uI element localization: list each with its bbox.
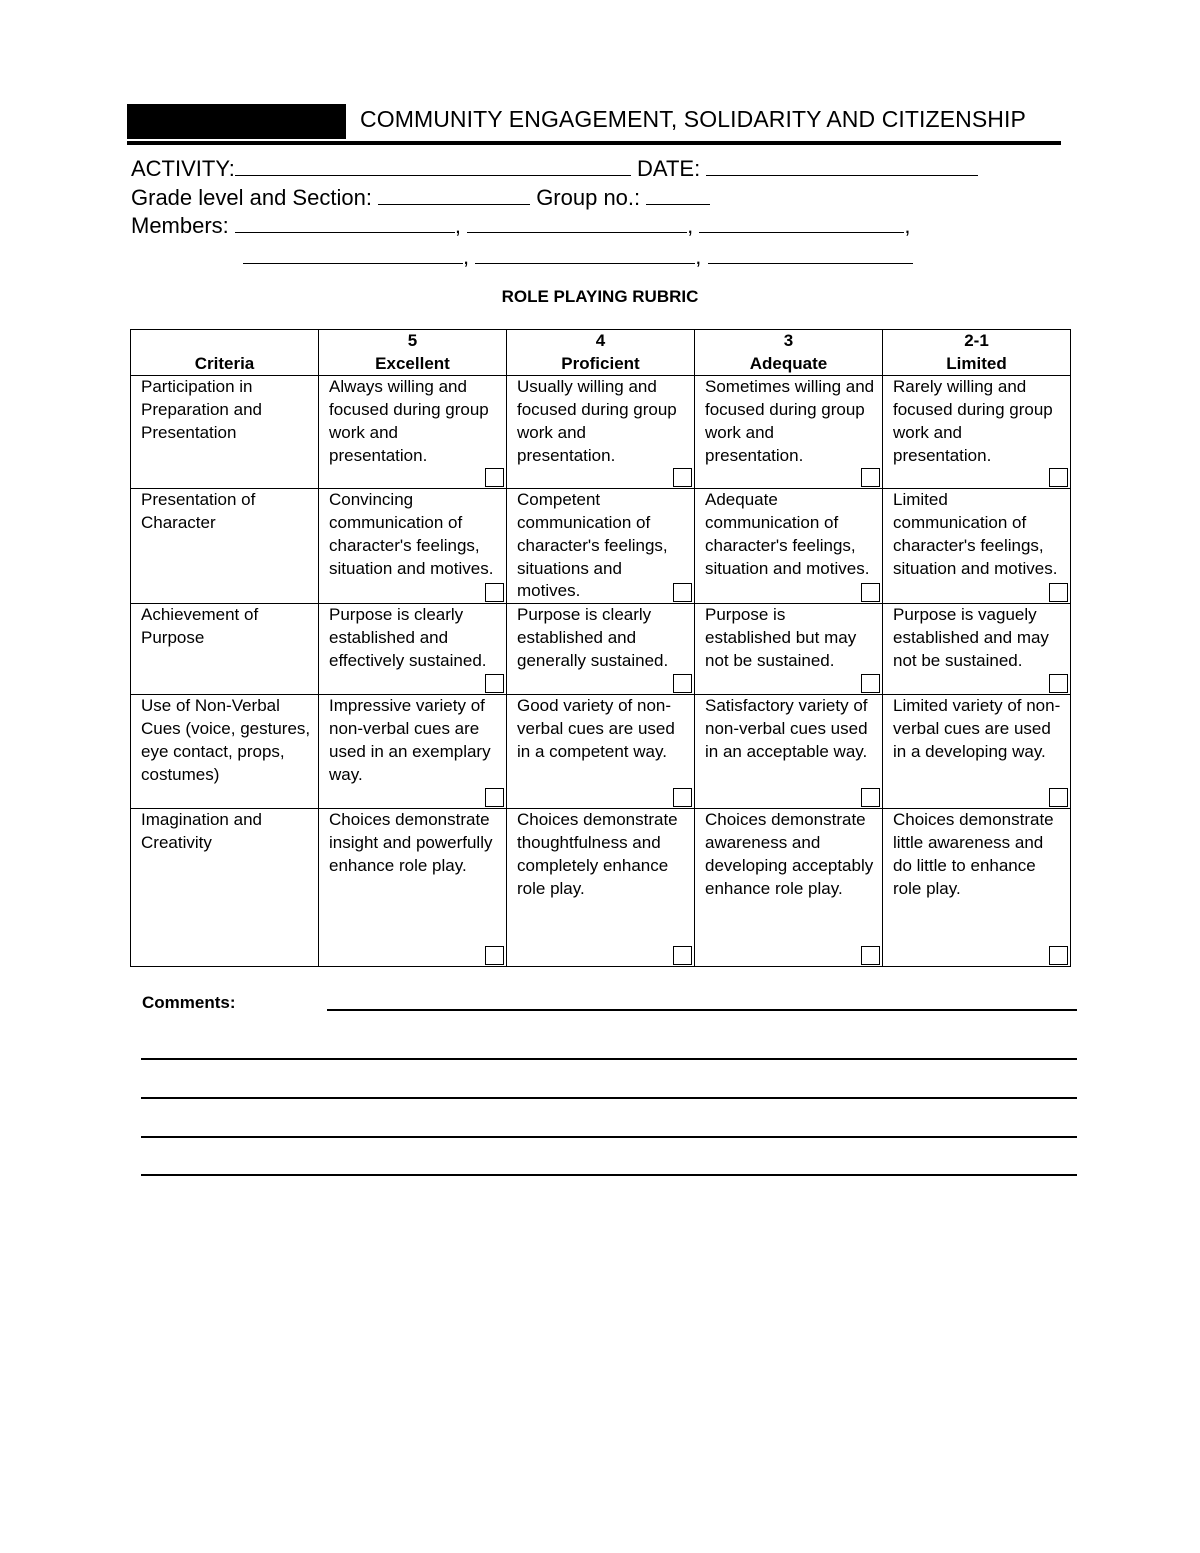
rubric-table bbox=[130, 329, 1071, 967]
score-checkbox[interactable] bbox=[1049, 468, 1068, 487]
header-rule bbox=[127, 141, 1061, 145]
score-cell-3 bbox=[695, 376, 883, 489]
score-cell-4 bbox=[507, 809, 695, 967]
score-cell-4 bbox=[507, 695, 695, 809]
descriptor-text: Competent communication of character's feelings, situations and motives. bbox=[517, 490, 668, 601]
score-checkbox[interactable] bbox=[861, 674, 880, 693]
score-cell-3 bbox=[695, 489, 883, 604]
rubric-row-character bbox=[131, 489, 1071, 604]
header-proficient bbox=[507, 330, 695, 376]
grade-line bbox=[131, 184, 710, 212]
descriptor-text: Purpose is clearly established and effectively sustained. bbox=[329, 605, 487, 670]
descriptor-text: Choices demonstrate thoughtfulness and completely enhance role play. bbox=[517, 810, 678, 898]
comment-line[interactable] bbox=[327, 1009, 1077, 1011]
score-cell-4 bbox=[507, 489, 695, 604]
comment-line[interactable] bbox=[141, 1136, 1077, 1138]
rubric-header-row bbox=[131, 330, 1071, 376]
score-cell-2-1 bbox=[883, 489, 1071, 604]
member-separator: , bbox=[904, 213, 911, 238]
descriptor-text: Purpose is established but may not be sustained. bbox=[705, 605, 857, 670]
score-checkbox[interactable] bbox=[861, 946, 880, 965]
score-checkbox[interactable] bbox=[673, 788, 692, 807]
rubric-row-participation bbox=[131, 376, 1071, 489]
descriptor-text: Choices demonstrate awareness and developing acceptably enhance role play. bbox=[705, 810, 874, 898]
comment-line[interactable] bbox=[141, 1174, 1077, 1176]
comments-label: Comments: bbox=[142, 993, 236, 1012]
score-checkbox[interactable] bbox=[1049, 583, 1068, 602]
descriptor-text: Choices demonstrate little awareness and do little to enhance role play. bbox=[893, 810, 1054, 898]
descriptor-text: Purpose is clearly established and generally sustained. bbox=[517, 605, 669, 670]
score-cell-5 bbox=[319, 695, 507, 809]
score-checkbox[interactable] bbox=[1049, 946, 1068, 965]
score-cell-5 bbox=[319, 604, 507, 695]
criteria-cell bbox=[131, 809, 319, 967]
rubric-row-creativity bbox=[131, 809, 1071, 967]
comment-line[interactable] bbox=[141, 1097, 1077, 1099]
rubric-row-nonverbal bbox=[131, 695, 1071, 809]
criteria-cell bbox=[131, 695, 319, 809]
descriptor-text: Always willing and focused during group work and presentation. bbox=[329, 377, 489, 465]
member-field-5[interactable] bbox=[475, 245, 695, 264]
descriptor-text: Good variety of non-verbal cues are used in a competent way. bbox=[517, 696, 675, 761]
header-score: 5 bbox=[407, 331, 418, 350]
redacted-block bbox=[127, 104, 346, 139]
member-field-3[interactable] bbox=[699, 214, 904, 233]
score-checkbox[interactable] bbox=[485, 788, 504, 807]
score-checkbox[interactable] bbox=[861, 583, 880, 602]
header-level: Limited bbox=[946, 353, 1007, 373]
descriptor-text: Sometimes willing and focused during group work and presentation. bbox=[705, 377, 875, 465]
descriptor-text: Convincing communication of character's feelings, situation and motives. bbox=[329, 490, 494, 578]
criteria-text: Achievement of Purpose bbox=[141, 605, 259, 648]
members-line-1 bbox=[131, 212, 911, 240]
group-number-field[interactable] bbox=[646, 186, 710, 205]
descriptor-text: Purpose is vaguely established and may not be sustained. bbox=[893, 605, 1049, 670]
comment-line[interactable] bbox=[141, 1058, 1077, 1060]
descriptor-text: Choices demonstrate insight and powerfully enhance role play. bbox=[329, 810, 493, 875]
activity-field[interactable] bbox=[235, 157, 631, 176]
rubric-title: ROLE PLAYING RUBRIC bbox=[501, 287, 699, 306]
members-label: Members: bbox=[131, 213, 229, 238]
score-cell-5 bbox=[319, 809, 507, 967]
criteria-text: Imagination and Creativity bbox=[141, 810, 262, 853]
header-score: 2-1 bbox=[964, 331, 989, 350]
subject-title: COMMUNITY ENGAGEMENT, SOLIDARITY AND CITIZENSHIP bbox=[360, 106, 1026, 132]
members-line-2 bbox=[243, 243, 913, 271]
score-cell-4 bbox=[507, 376, 695, 489]
header-excellent bbox=[319, 330, 507, 376]
rubric-row-purpose bbox=[131, 604, 1071, 695]
header-score: 3 bbox=[783, 331, 794, 350]
criteria-text: Presentation of Character bbox=[141, 490, 256, 533]
score-cell-5 bbox=[319, 376, 507, 489]
member-field-2[interactable] bbox=[467, 214, 687, 233]
score-cell-2-1 bbox=[883, 695, 1071, 809]
descriptor-text: Adequate communication of character's feelings, situation and motives. bbox=[705, 490, 870, 578]
activity-label: ACTIVITY: bbox=[131, 156, 235, 181]
score-checkbox[interactable] bbox=[485, 674, 504, 693]
group-label: Group no.: bbox=[536, 185, 641, 210]
score-checkbox[interactable] bbox=[673, 583, 692, 602]
score-cell-3 bbox=[695, 809, 883, 967]
header-level: Excellent bbox=[375, 353, 450, 373]
score-checkbox[interactable] bbox=[485, 468, 504, 487]
score-checkbox[interactable] bbox=[1049, 788, 1068, 807]
score-cell-5 bbox=[319, 489, 507, 604]
score-checkbox[interactable] bbox=[673, 674, 692, 693]
criteria-cell bbox=[131, 489, 319, 604]
score-checkbox[interactable] bbox=[1049, 674, 1068, 693]
score-cell-3 bbox=[695, 604, 883, 695]
score-cell-4 bbox=[507, 604, 695, 695]
descriptor-text: Rarely willing and focused during group work and presentation. bbox=[893, 377, 1053, 465]
member-separator: , bbox=[695, 244, 702, 269]
descriptor-text: Satisfactory variety of non-verbal cues used in an acceptable way. bbox=[705, 696, 868, 761]
date-field[interactable] bbox=[706, 157, 978, 176]
descriptor-text: Limited communication of character's feelings, situation and motives. bbox=[893, 490, 1058, 578]
member-separator: , bbox=[454, 213, 462, 238]
score-checkbox[interactable] bbox=[673, 946, 692, 965]
score-cell-2-1 bbox=[883, 809, 1071, 967]
descriptor-text: Limited variety of non-verbal cues are used in a developing way. bbox=[893, 696, 1061, 761]
member-field-6[interactable] bbox=[708, 245, 913, 264]
grade-label: Grade level and Section: bbox=[131, 185, 372, 210]
member-field-1[interactable] bbox=[235, 214, 455, 233]
criteria-text: Use of Non-Verbal Cues (voice, gestures, eye contact, props, costumes) bbox=[141, 696, 311, 784]
header-level: Proficient bbox=[561, 353, 640, 373]
criteria-text: Participation in Preparation and Presentation bbox=[141, 377, 262, 442]
score-checkbox[interactable] bbox=[485, 946, 504, 965]
score-cell-3 bbox=[695, 695, 883, 809]
member-field-4[interactable] bbox=[243, 245, 463, 264]
descriptor-text: Usually willing and focused during group work and presentation. bbox=[517, 377, 677, 465]
header-limited bbox=[883, 330, 1071, 376]
header-level: Adequate bbox=[749, 353, 828, 373]
criteria-cell bbox=[131, 604, 319, 695]
member-separator: , bbox=[463, 244, 470, 269]
score-cell-2-1 bbox=[883, 376, 1071, 489]
grade-section-field[interactable] bbox=[378, 186, 530, 205]
header-adequate bbox=[695, 330, 883, 376]
header-score: 4 bbox=[595, 331, 606, 350]
header-criteria bbox=[131, 330, 319, 376]
member-separator: , bbox=[687, 213, 694, 238]
criteria-cell bbox=[131, 376, 319, 489]
score-checkbox[interactable] bbox=[861, 788, 880, 807]
score-checkbox[interactable] bbox=[485, 583, 504, 602]
score-checkbox[interactable] bbox=[673, 468, 692, 487]
score-cell-2-1 bbox=[883, 604, 1071, 695]
score-checkbox[interactable] bbox=[861, 468, 880, 487]
header-level: Criteria bbox=[194, 353, 255, 373]
date-label: DATE: bbox=[637, 156, 701, 181]
activity-line bbox=[131, 155, 978, 183]
descriptor-text: Impressive variety of non-verbal cues are used in an exemplary way. bbox=[329, 696, 491, 784]
